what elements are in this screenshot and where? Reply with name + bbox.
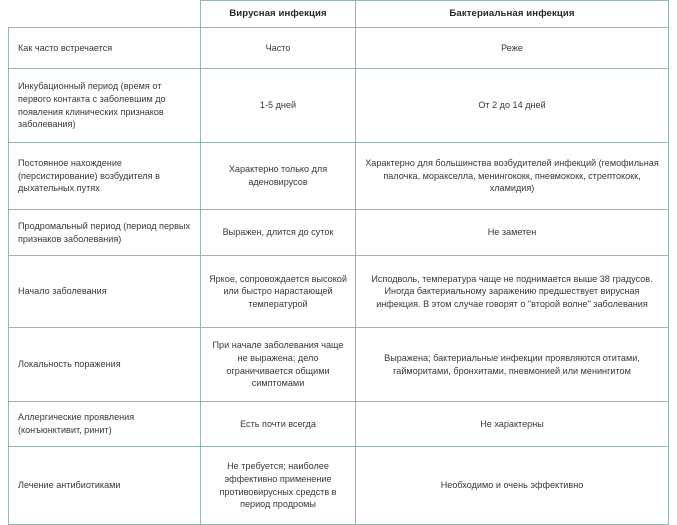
cell-viral-antibiotic-treatment bbox=[201, 447, 356, 525]
cell-text: Характерно только для аденовирусов bbox=[228, 164, 328, 187]
table-body bbox=[9, 28, 669, 525]
cell-text: Как часто встречается bbox=[18, 42, 113, 53]
cell-text: Исподволь, температура чаще не поднимается выше 38 градусов. Иногда бактериальному заражению предшествует вирусная инфекция. В этом случае говорят о "второй волне" заболевания bbox=[371, 273, 653, 309]
table-header bbox=[9, 1, 669, 28]
cell-viral-allergic-manifestations bbox=[201, 402, 356, 447]
table-row bbox=[9, 402, 669, 447]
cell-bacterial-prodromal-period bbox=[356, 210, 669, 256]
table-row bbox=[9, 256, 669, 328]
cell-text: Не характерны bbox=[480, 418, 544, 429]
cell-text: Выражена; бактериальные инфекции проявляются отитами, гайморитами, бронхитами, пневмонией или менингитом bbox=[384, 352, 640, 376]
cell-bacterial-allergic-manifestations bbox=[356, 402, 669, 447]
cell-text: Часто bbox=[265, 42, 291, 53]
cell-text: От 2 до 14 дней bbox=[478, 100, 546, 111]
cell-text: Не заметен bbox=[487, 227, 537, 238]
cell-text: Выражен, длится до суток bbox=[222, 227, 334, 238]
cell-text: Аллергические проявления (конъюнктивит, ринит) bbox=[18, 412, 135, 435]
cell-text: Локальность поражения bbox=[18, 359, 121, 370]
row-label-antibiotic-treatment bbox=[9, 447, 201, 525]
cell-viral-persistence bbox=[201, 143, 356, 210]
cell-text: Реже bbox=[501, 42, 523, 53]
table-row bbox=[9, 69, 669, 143]
row-label-frequency bbox=[9, 28, 201, 69]
cell-text: Характерно для большинства возбудителей инфекций (гемофильная палочка, моракселла, менингококк, пневмококк, стрептококк, хламидия) bbox=[365, 158, 659, 194]
row-label-persistence bbox=[9, 143, 201, 210]
table-header-bacterial: Бактериальная инфекция bbox=[356, 1, 669, 28]
cell-bacterial-localization bbox=[356, 328, 669, 402]
row-label-prodromal-period bbox=[9, 210, 201, 256]
table-row bbox=[9, 28, 669, 69]
cell-text: Есть почти всегда bbox=[240, 418, 316, 429]
cell-text: Не требуется; наиболее эффективно применение противовирусных средств в период продромы bbox=[219, 461, 337, 510]
cell-text: Яркое, сопровождается высокой или быстро нарастающей температурой bbox=[209, 273, 347, 309]
cell-text: Лечение антибиотиками bbox=[18, 480, 121, 491]
cell-viral-disease-onset bbox=[201, 256, 356, 328]
row-label-allergic-manifestations bbox=[9, 402, 201, 447]
cell-text: Необходимо и очень эффективно bbox=[440, 480, 584, 491]
cell-viral-frequency bbox=[201, 28, 356, 69]
cell-bacterial-persistence bbox=[356, 143, 669, 210]
table-header-corner bbox=[9, 1, 201, 28]
cell-bacterial-incubation-period bbox=[356, 69, 669, 143]
cell-bacterial-disease-onset bbox=[356, 256, 669, 328]
virus-vs-bacteria-comparison-table bbox=[8, 0, 669, 525]
row-label-incubation-period bbox=[9, 69, 201, 143]
table-header-viral: Вирусная инфекция bbox=[201, 1, 356, 28]
table-row bbox=[9, 447, 669, 525]
cell-text: Начало заболевания bbox=[18, 286, 107, 297]
cell-text: При начале заболевания чаще не выражена; дело ограничивается общими симптомами bbox=[212, 340, 344, 389]
cell-bacterial-antibiotic-treatment bbox=[356, 447, 669, 525]
cell-viral-localization bbox=[201, 328, 356, 402]
cell-viral-incubation-period bbox=[201, 69, 356, 143]
cell-text: Постоянное нахождение (персистирование) возбудителя в дыхательных путях bbox=[18, 158, 160, 194]
cell-text: Продромальный период (период первых признаков заболевания) bbox=[18, 220, 190, 244]
cell-text: 1-5 дней bbox=[259, 100, 297, 111]
row-label-disease-onset bbox=[9, 256, 201, 328]
row-label-localization bbox=[9, 328, 201, 402]
table-row bbox=[9, 143, 669, 210]
table-header-row bbox=[9, 1, 669, 28]
table-row bbox=[9, 328, 669, 402]
table-row bbox=[9, 210, 669, 256]
cell-bacterial-frequency bbox=[356, 28, 669, 69]
cell-text: Инкубационный период (время от первого контакта с заболевшим до появления клинических признаков заболевания) bbox=[18, 81, 166, 130]
cell-viral-prodromal-period bbox=[201, 210, 356, 256]
